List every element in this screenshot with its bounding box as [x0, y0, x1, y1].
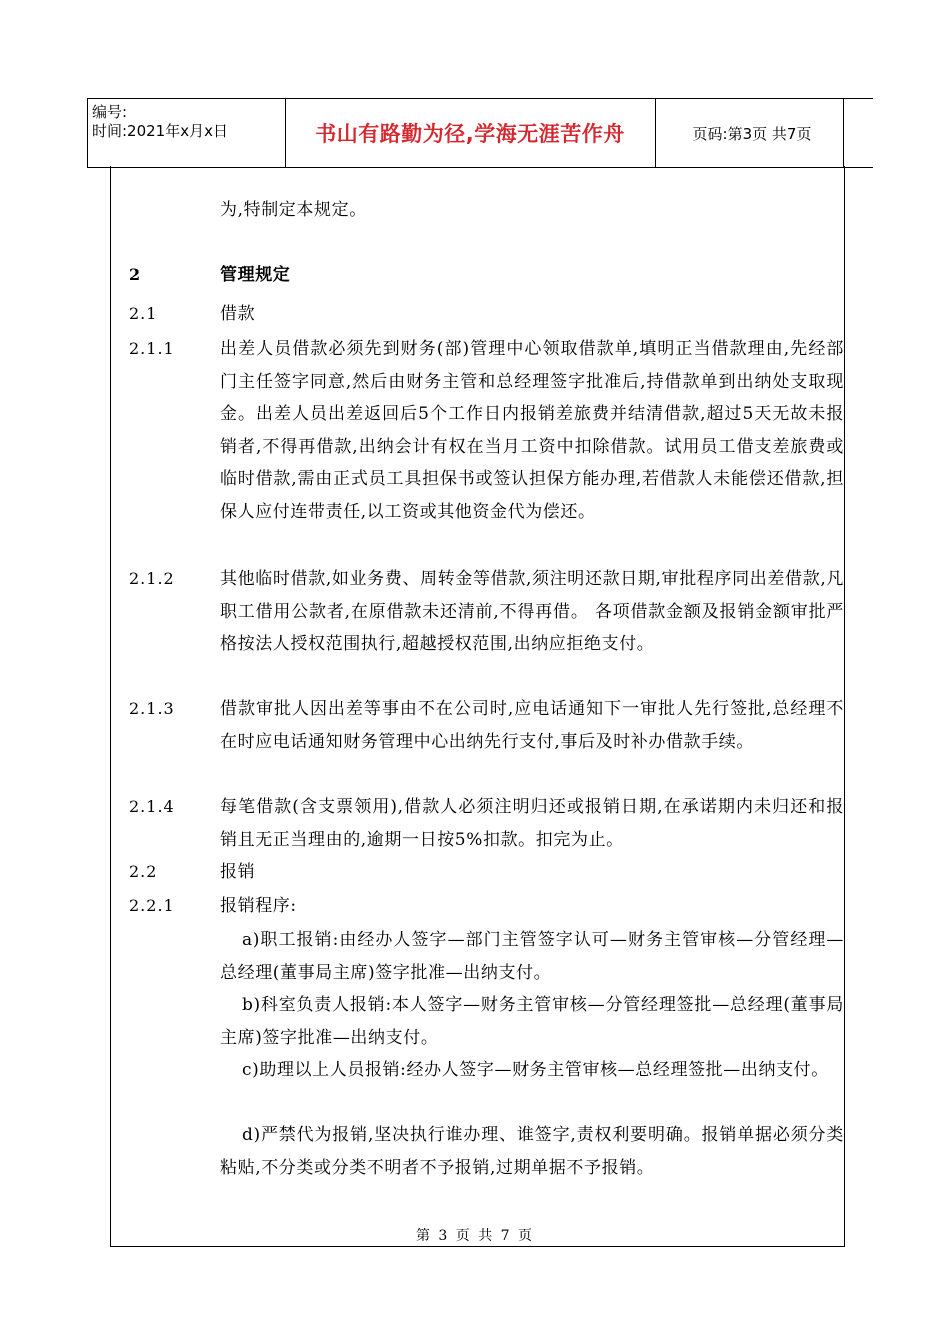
header-divider: [87, 99, 88, 167]
section-title: 管理规定: [220, 265, 291, 285]
document-header: [87, 98, 873, 168]
time-label: 时间:2021年x月x日: [92, 122, 228, 140]
list-item: c)助理以上人员报销:经办人签字—财务主管审核—总经理签批—出纳支付。: [242, 1060, 829, 1080]
header-page-info: 页码:第3页 共7页: [692, 124, 812, 143]
section-number: 2.1.1: [129, 339, 175, 358]
section-paragraph: 报销程序:: [220, 896, 297, 916]
list-item: a)职工报销:由经办人签字—部门主管签字认可—财务主管审核—分管经理—总经理(董事局主席)签字批准—出纳支付。: [220, 930, 844, 983]
header-divider: [843, 99, 844, 167]
section-title: 报销: [220, 862, 256, 882]
section-number: 2.1.2: [129, 569, 175, 588]
section-paragraph: 每笔借款(含支票领用),借款人必须注明归还或报销日期,在承诺期内未归还和报销且无正当理由的,逾期一日按5%扣款。扣完为止。: [220, 797, 844, 850]
intro-line: 为,特制定本规定。: [220, 200, 367, 220]
header-divider: [655, 99, 656, 167]
section-number: 2.2.1: [129, 896, 175, 915]
section-paragraph: 借款审批人因出差等事由不在公司时,应电话通知下一审批人先行签批,总经理不在时应电话通知财务管理中心出纳先行支付,事后及时补办借款手续。: [220, 699, 844, 752]
section-paragraph: 出差人员借款必须先到财务(部)管理中心领取借款单,填明正当借款理由,先经部门主任签字同意,然后由财务主管和总经理签字批准后,持借款单到出纳处支取现金。出差人员出差返回后5个工作日内报销差旅费并结清借款,超过5天无故未报销者,不得再借款,出纳会计有权在当月工资中扣除借款。试用员工借支差旅费或临时借款,需由正式员工具担保书或签认担保方能办理,若借款人未能偿还借款,担保人应付连带责任,以工资或其他资金代为偿还。: [220, 339, 844, 522]
list-item: d)严禁代为报销,坚决执行谁办理、谁签字,责权利要明确。报销单据必须分类粘贴,不分类或分类不明者不予报销,过期单据不予报销。: [220, 1125, 844, 1178]
code-label: 编号:: [92, 103, 128, 121]
page-footer: 第 3 页 共 7 页: [415, 1228, 535, 1244]
header-meta: [92, 103, 228, 141]
section-paragraph: 其他临时借款,如业务费、周转金等借款,须注明还款日期,审批程序同出差借款,凡职工借用公款者,在原借款未还清前,不得再借。 各项借款金额及报销金额审批严格按法人授权范围执行,超越授权范围,出纳应拒绝支付。: [220, 569, 844, 654]
list-item: b)科室负责人报销:本人签字—财务主管审核—分管经理签批—总经理(董事局主席)签字批准—出纳支付。: [220, 995, 844, 1048]
section-number: 2.2: [129, 862, 158, 881]
section-number: 2.1.3: [129, 699, 175, 718]
section-number: 2.1.4: [129, 797, 175, 816]
section-title: 借款: [220, 304, 256, 324]
section-number: 2: [129, 265, 142, 284]
section-number: 2.1: [129, 304, 158, 323]
header-motto: 书山有路勤为径,学海无涯苦作舟: [315, 122, 625, 146]
